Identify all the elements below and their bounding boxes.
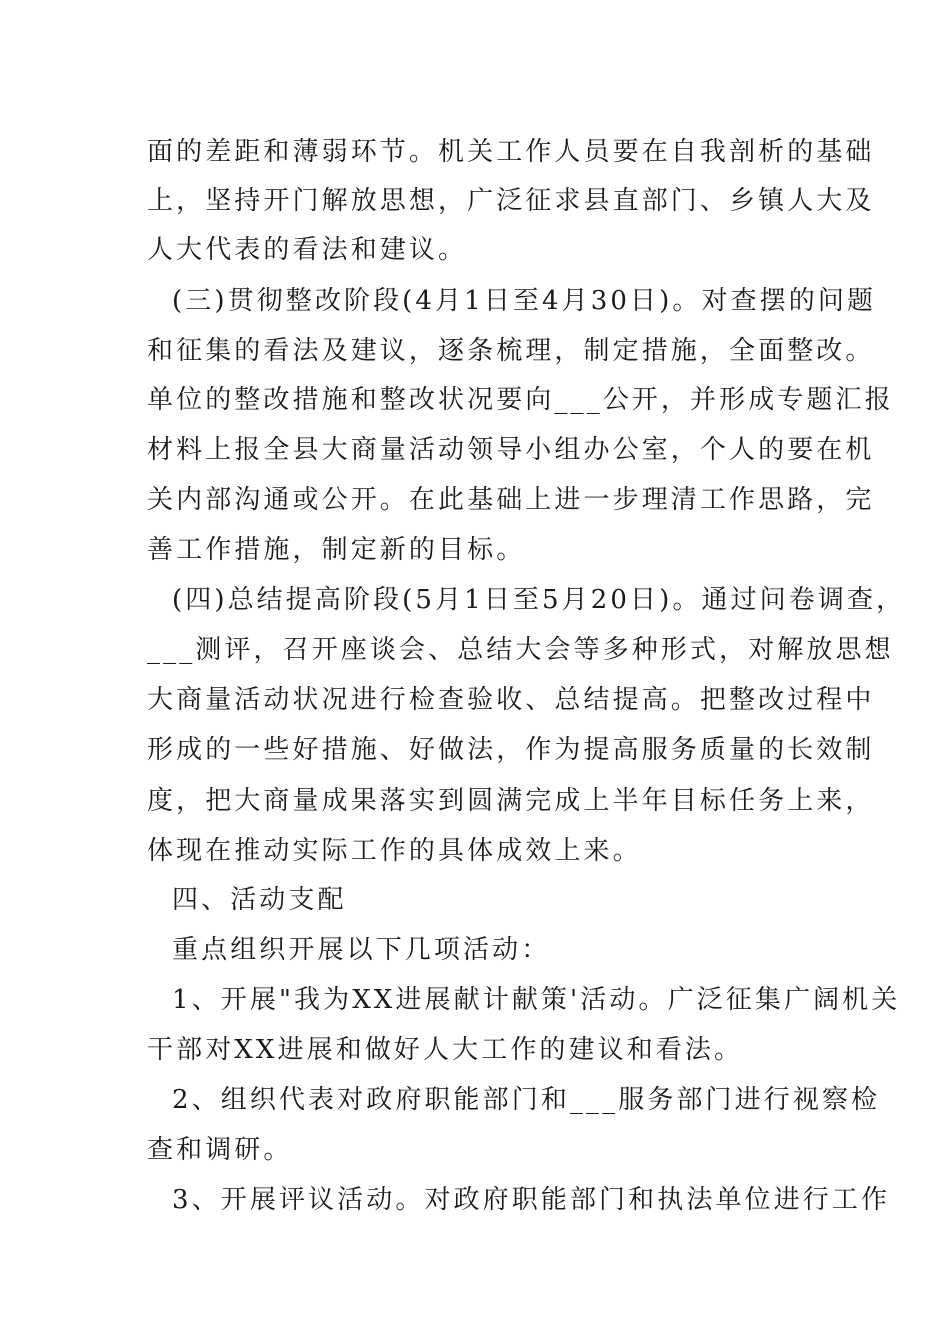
text-line: (三)贯彻整改阶段(4月1日至4月30日)。对查摆的问题 — [172, 286, 877, 316]
text-line: 材料上报全县大商量活动领导小组办公室，个人的要在机 — [147, 435, 875, 465]
text-line: 重点组织开展以下几项活动： — [172, 935, 551, 965]
text-line: 体现在推动实际工作的具体成效上来。 — [147, 836, 642, 866]
text-line: 关内部沟通或公开。在此基础上进一步理清工作思路，完 — [147, 485, 875, 515]
text-line: ___测评，召开座谈会、总结大会等多种形式，对解放思想 — [147, 635, 894, 665]
list-item: 3、开展评议活动。对政府职能部门和执法单位进行工作 — [172, 1185, 891, 1215]
list-item: 1、开展"我为XX进展献计献策'活动。广泛征集广阔机关 — [172, 985, 901, 1015]
text-line: 查和调研。 — [147, 1135, 293, 1165]
text-line: 和征集的看法及建议，逐条梳理，制定措施，全面整改。 — [147, 336, 875, 366]
text-line: (四)总结提高阶段(5月1日至5月20日)。通过问卷调查， — [172, 585, 906, 615]
text-line: 面的差距和薄弱环节。机关工作人员要在自我剖析的基础 — [147, 137, 875, 167]
text-line: 形成的一些好措施、好做法，作为提高服务质量的长效制 — [147, 735, 875, 765]
text-line: 干部对XX进展和做好人大工作的建议和看法。 — [147, 1035, 744, 1065]
text-line: 大商量活动状况进行检查验收、总结提高。把整改过程中 — [147, 685, 875, 715]
text-line: 人大代表的看法和建议。 — [147, 235, 468, 265]
list-item: 2、组织代表对政府职能部门和___服务部门进行视察检 — [172, 1085, 881, 1115]
text-line: 上，坚持开门解放思想，广泛征求县直部门、乡镇人大及 — [147, 186, 875, 216]
text-line: 度，把大商量成果落实到圆满完成上半年目标任务上来， — [147, 786, 875, 816]
text-line: 善工作措施，制定新的目标。 — [147, 535, 526, 565]
section-heading: 四、活动支配 — [172, 885, 347, 915]
text-line: 单位的整改措施和整改状况要向___公开，并形成专题汇报 — [147, 385, 894, 415]
